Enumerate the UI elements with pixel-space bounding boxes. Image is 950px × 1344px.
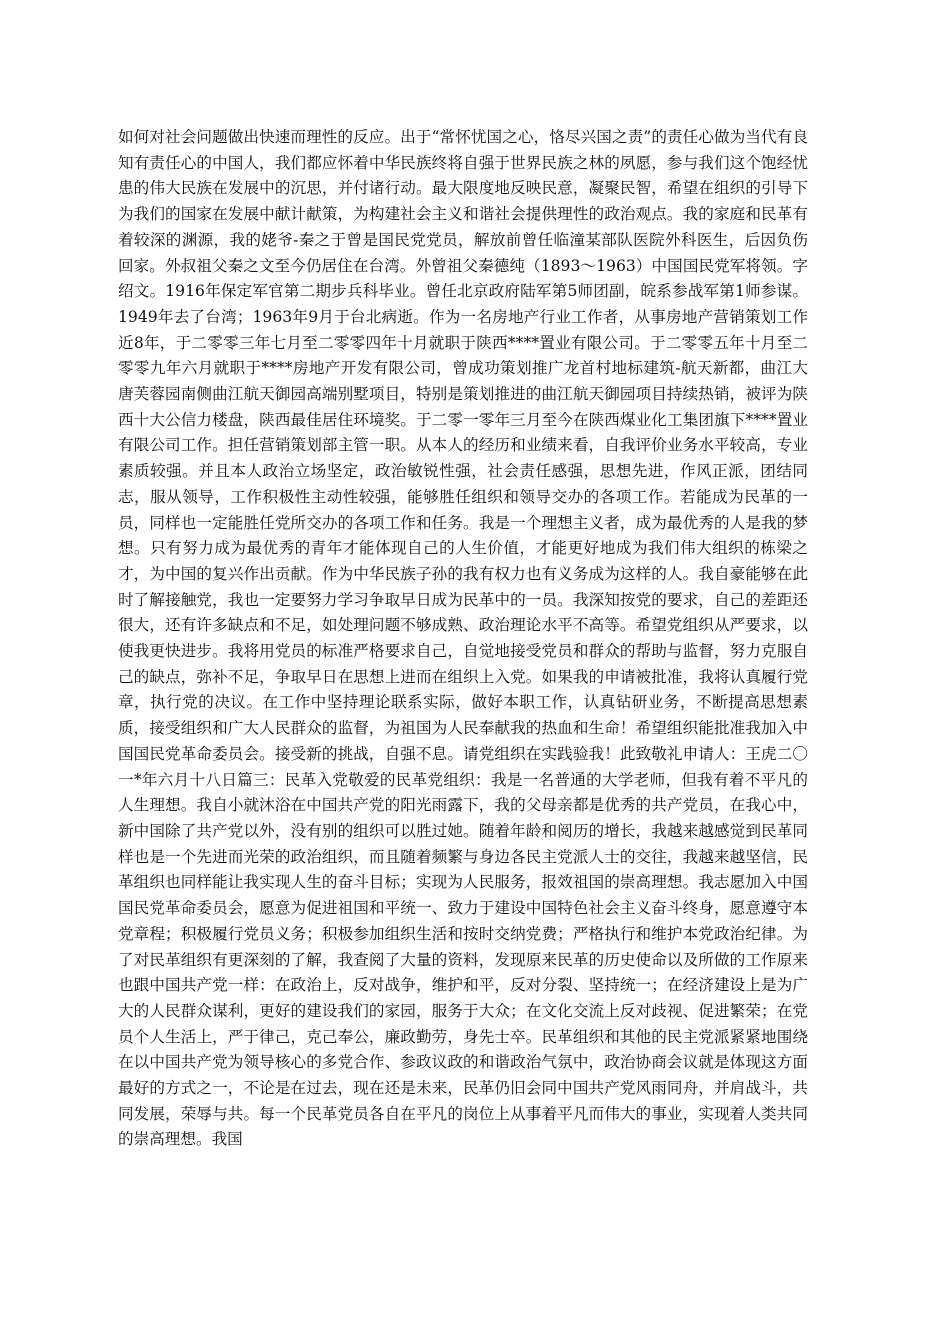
body-paragraph: 如何对社会问题做出快速而理性的反应。出于“常怀忧国之心，恪尽兴国之责”的责任心做为当代有良知有责任心的中国人，我们都应怀着中华民族终将自强于世界民族之林的夙愿，参与我们这个饱经忧患的伟大民族在发展中的沉思，并付诸行动。最大限度地反映民意，凝聚民智，希望在组织的引导下为我们的国家在发展中献计献策，为构建社会主义和谐社会提供理性的政治观点。我的家庭和民革有着较深的渊源，我的姥爷-秦之于曾是国民党党员，解放前曾任临潼某部队医院外科医生，后因负伤回家。外叔祖父秦之文至今仍居住在台湾。外曾祖父秦德纯（1893～1963）中国国民党军将领。字绍文。1916年保定军官第二期步兵科毕业。曾任北京政府陆军第5师团副，皖系参战军第1师参谋。1949年去了台湾；1963年9月于台北病逝。作为一名房地产行业工作者，从事房地产营销策划工作近8年，于二零零三年七月至二零零四年十月就职于陕西****置业有限公司。于二零零五年十月至二零零九年六月就职于****房地产开发有限公司，曾成功策划推广龙首村地标建筑-航天新都，曲江大唐芙蓉园南侧曲江航天御园高端别墅项目，特别是策划推进的曲江航天御园项目持续热销，被评为陕西十大公信力楼盘，陕西最佳居住环境奖。于二零一零年三月至今在陕西煤业化工集团旗下****置业有限公司工作。担任营销策划部主管一职。从本人的经历和业绩来看，自我评价业务水平较高，专业素质较强。并且本人政治立场坚定，政治敏锐性强，社会责任感强，思想先进，作风正派，团结同志，服从领导，工作积极性主动性较强，能够胜任组织和领导交办的各项工作。若能成为民革的一员，同样也一定能胜任党所交办的各项工作和任务。我是一个理想主义者，成为最优秀的人是我的梦想。只有努力成为最优秀的青年才能体现自己的人生价值，才能更好地成为我们伟大组织的栋梁之才，为中国的复兴作出贡献。作为中华民族子孙的我有权力也有义务成为这样的人。我自豪能够在此时了解接触党，我也一定要努力学习争取早日成为民革中的一员。我深知按党的要求，自己的差距还很大，还有许多缺点和不足，如处理问题不够成熟、政治理论水平不高等。希望党组织从严要求，以使我更快进步。我将用党员的标准严格要求自己，自觉地接受党员和群众的帮助与监督，努力克服自己的缺点，弥补不足，争取早日在思想上进而在组织上入党。如果我的申请被批准，我将认真履行党章，执行党的决议。在工作中坚持理论联系实际，做好本职工作，认真钻研业务，不断提高思想素质，接受组织和广大人民群众的监督，为祖国为人民奉献我的热血和生命！希望组织能批准我加入中国国民党革命委员会。接受新的挑战，自强不息。请党组织在实践验我！此致敬礼申请人：王虎二〇一*年六月十八日篇三：民革入党敬爱的民革党组织：我是一名普通的大学老师，但我有着不平凡的人生理想。我自小就沐浴在中国共产党的阳光雨露下，我的父母亲都是优秀的共产党员，在我心中，新中国除了共产党以外，没有别的组织可以胜过她。随着年龄和阅历的增长，我越来越感觉到民革同样也是一个先进而光荣的政治组织，而且随着频繁与身边各民主党派人士的交往，我越来越坚信，民革组织也同样能让我实现人生的奋斗目标；实现为人民服务，报效祖国的崇高理想。我志愿加入中国国民党革命委员会，愿意为促进祖国和平统一、致力于建设中国特色社会主义奋斗终身，愿意遵守本党章程；积极履行党员义务；积极参加组织生活和按时交纳党费；严格执行和维护本党政治纪律。为了对民革组织有更深刻的了解，我查阅了大量的资料，发现原来民革的历史使命以及所做的工作原来也跟中国共产党一样：在政治上，反对战争，维护和平，反对分裂、坚持统一；在经济建设上是为广大的人民群众谋利，更好的建设我们的家园，服务于大众；在文化交流上反对歧视、促进繁荣；在党员个人生活上，严于律己，克己奉公，廉政勤劳，身先士卒。民革组织和其他的民主党派紧紧地围绕在以中国共产党为领导核心的多党合作、参政议政的和谐政治气氛中，政治协商会议就是体现这方面最好的方式之一，不论是在过去，现在还是未来，民革仍旧会同中国共产党风雨同舟，并肩战斗，共同发展，荣辱与共。每一个民革党员各自在平凡的岗位上从事着平凡而伟大的事业，实现着人类共同的崇高理想。我国 bbox=[118, 128, 808, 1149]
